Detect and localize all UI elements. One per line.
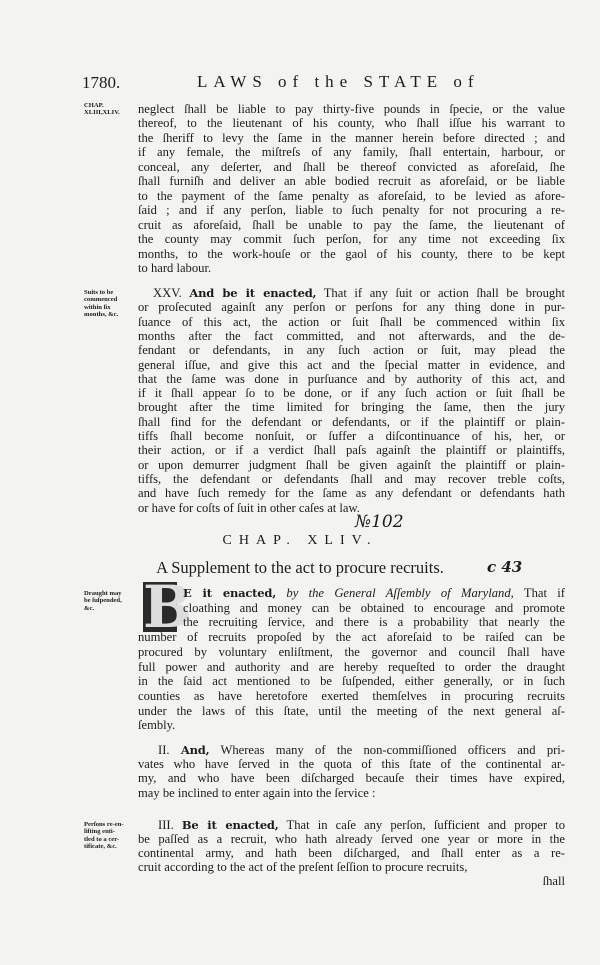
text-line: conceal, any deſerter, and ſhall be thereof convicted as aforeſaid, ſhe — [138, 159, 565, 174]
text-line: vates who have ſerved in the quota of this ſtate of the continental ar- — [138, 757, 565, 772]
handwritten-note: c 43 — [487, 558, 523, 576]
text-line: number of recruits propoſed by the act aforeſaid to be raiſed can be — [138, 630, 565, 645]
line-part-rest: Whereas many of the non-commiſſioned officers and pri- — [220, 743, 565, 757]
text-line: or have for coſts of ſuit in other caſes at law. — [138, 500, 360, 515]
text-line: full power and authority and are hereby requeſted to order the draught — [138, 659, 565, 674]
line-part-rest: That if — [523, 586, 565, 600]
margin-note-line: Perſons re-en- — [84, 821, 124, 828]
text-line: tiffs, the defendant or defendants ſhall and may recover treble coſts, — [138, 471, 565, 486]
text-line: tiffs ſhall become nonſuit, or ſuffer a diſcontinuance of his, her, or — [138, 429, 565, 443]
margin-note-line: XLIII,XLIV. — [84, 109, 120, 117]
margin-note-line: &c. — [84, 604, 95, 612]
text-line: ſhall find for the defendant or defendants, or if the plaintiff or plain- — [138, 414, 565, 429]
paragraph-first-line — [153, 286, 565, 300]
margin-note — [84, 289, 138, 319]
text-line: ſaid ; and if any perſon, liable to ſuch penalty for not procuring a re- — [138, 203, 565, 218]
text-line: if any female, the miſtreſs of any family, ſhall entertain, harbour, or — [138, 145, 565, 160]
margin-note-line: within ſix — [84, 303, 111, 311]
running-title: LAWS of the STATE of — [197, 72, 480, 91]
line-part-lead: III. — [158, 818, 174, 832]
text-line: under the laws of this ſtate, until the meeting of the next general aſ- — [138, 703, 565, 718]
text-line: may be inclined to enter again into the ſervice : — [138, 785, 376, 800]
line-part-blackletter: Be it enacted, — [181, 818, 279, 832]
margin-note — [84, 590, 138, 612]
margin-note-line: tled to a cer- — [84, 835, 120, 843]
margin-note-line: CHAP. — [84, 102, 104, 109]
margin-note-line: liſting enti- — [84, 828, 115, 836]
line-part-italic: by the General Aſſembly of Maryland, — [286, 586, 514, 600]
text-line: thereof, to the lieutenant of his county, who ſhall iſſue his warrant to — [138, 116, 565, 131]
text-line: brought after the time limited for bringing the ſame, then the jury — [138, 400, 565, 415]
chapter-title: A Supplement to the act to procure recruits. — [156, 558, 444, 577]
margin-note-line: Suits to be — [84, 289, 114, 296]
text-line: the county may commit ſuch perſon, for any time not exceeding ſix — [138, 232, 565, 247]
text-line: general iſſue, and give this act and the ſpecial matter in evidence, and — [138, 357, 565, 372]
line-part-lead: II. — [158, 743, 170, 757]
handwritten-number: №102 — [355, 512, 404, 532]
paragraph-first-line — [183, 586, 565, 600]
text-line: procured by voluntary enliſtment, the governor and council ſhall have — [138, 644, 565, 659]
catchword: ſhall — [542, 874, 565, 888]
text-line: ſhall furniſh and deliver an able bodied recruit as aforeſaid, or be liable — [138, 174, 565, 189]
line-part-blackletter: And be it enacted, — [189, 286, 317, 300]
chapter-heading: CHAP. XLIV. — [222, 533, 378, 548]
text-line: continental army, and hath been diſcharged, and ſhall enter as a re- — [138, 846, 565, 860]
text-line: fendant or defendants, in any ſuch action or ſuit, may plead the — [138, 343, 565, 358]
text-line: the ſheriff to levy the ſame in the manner herein before directed ; and — [138, 130, 565, 145]
margin-note-line: months, &c. — [84, 311, 119, 319]
margin-note — [84, 821, 138, 851]
text-line: and have ſuch remedy for the ſame as any defendant or defendants hath — [138, 486, 565, 501]
line-part-blackletter: E it enacted, — [183, 586, 277, 600]
line-part-blackletter: And, — [180, 743, 210, 757]
text-line: be paſſed as a recruit, who hath already ſerved one year or more in the — [138, 832, 565, 846]
text-line: or upon demurrer judgment ſhall be given againſt the plaintiff or plain- — [138, 457, 565, 472]
text-line: cruit according to the act of the preſent ſeſſion to procure recruits, — [138, 860, 468, 874]
margin-note — [84, 102, 138, 117]
text-line: ſuance of this act, the action or ſuit ſhall be commenced within ſix — [138, 314, 565, 329]
text-line: ſembly. — [138, 718, 176, 733]
margin-note-line: commenced — [84, 296, 118, 304]
text-line: cruit as aforeſaid, ſhall be unable to pay the ſame, the lieutenant of — [138, 217, 565, 232]
text-line: the recruiting ſervice, and there is a probability that nearly the — [183, 615, 565, 630]
text-line: months after the fact committed, and not afterwards, and the de- — [138, 328, 565, 343]
margin-note-line: be ſuſpended, — [84, 597, 122, 605]
text-line: my, and who have been diſcharged becauſe their times have expired, — [138, 771, 565, 786]
text-line: if it ſhall appear ſo to be done, or if any ſuch action or ſuit ſhall be — [138, 386, 565, 401]
text-line: neglect ſhall be liable to pay thirty-five pounds in ſpecie, or the value — [138, 102, 565, 116]
page-year: 1780. — [82, 73, 121, 92]
text-line: in the ſaid act mentioned to be ſuſpended, either generally, or in ſuch — [138, 674, 565, 689]
text-line: cloathing and money can be obtained to encourage and promote — [183, 600, 565, 615]
paragraph-first-line — [158, 818, 565, 832]
text-line: their action, or if a verdict ſhall paſs againſt the plaintiff or plaintiffs, — [138, 443, 565, 458]
line-part-rest: That if any ſuit or action ſhall be brought — [323, 286, 565, 300]
line-part-lead: XXV. — [153, 286, 182, 300]
text-line: months, to the work-houſe or the gaol of his county, there to be kept — [138, 246, 565, 261]
margin-note-line: tificate, &c. — [84, 843, 117, 851]
drop-cap: B — [143, 573, 193, 641]
line-part-rest: That in caſe any perſon, ſufficient and proper to — [286, 818, 565, 832]
text-line: to the payment of the ſame penalty as aforeſaid, to be levied as afore- — [138, 188, 565, 203]
paragraph-first-line — [158, 743, 565, 757]
text-line: or proſecuted againſt any perſon or perſons for any thing done in pur- — [138, 300, 565, 315]
text-line: that the ſame was done in purſuance and by authority of this act, and — [138, 371, 565, 386]
text-line: counties as have heretofore exerted themſelves in procuring recruits — [138, 688, 565, 703]
text-line: to hard labour. — [138, 260, 212, 275]
margin-note-line: Draught may — [84, 590, 122, 597]
